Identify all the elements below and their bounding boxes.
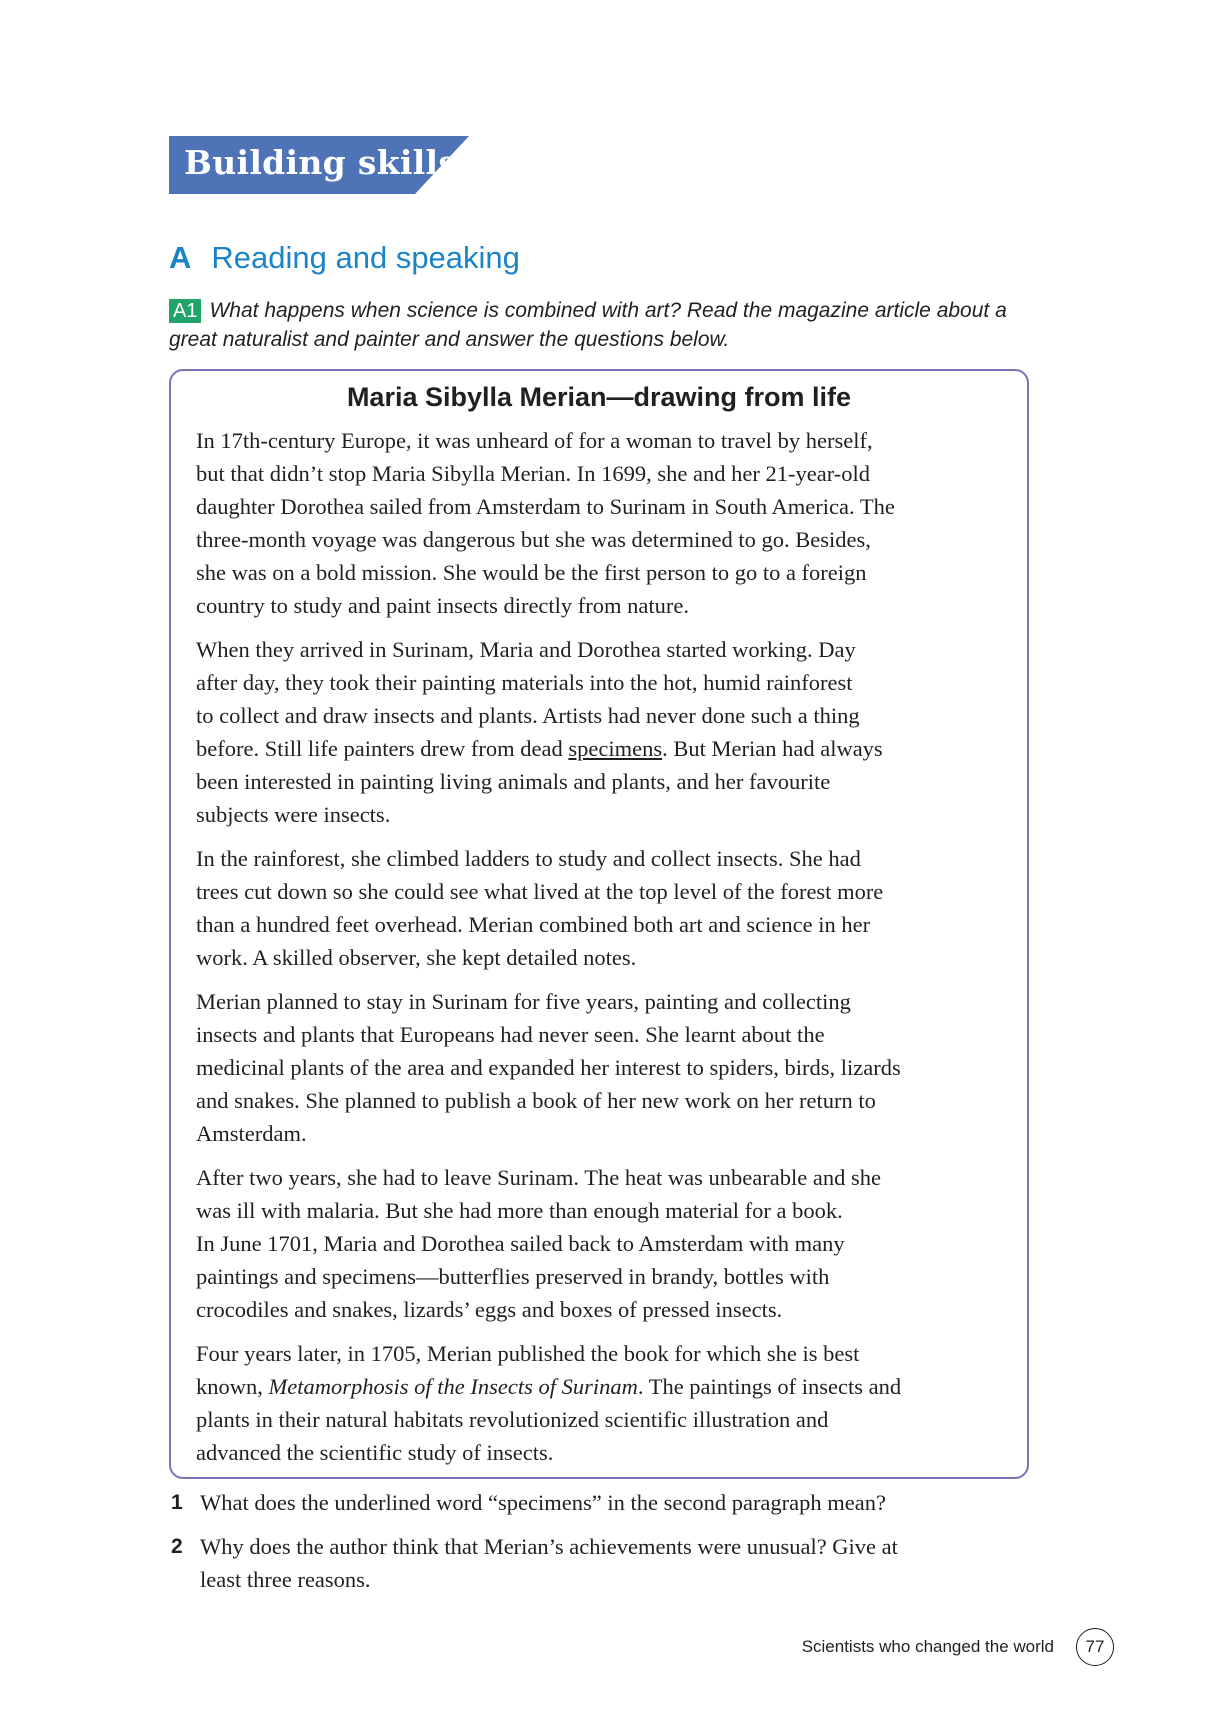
task-label: A1 — [169, 299, 201, 323]
question-item — [169, 1530, 1029, 1596]
text-line: In 17th-century Europe, it was unheard of for a woman to travel by herself, — [196, 428, 873, 453]
text-line: but that didn’t stop Maria Sibylla Merian. In 1699, she and her 21-year-old — [196, 461, 870, 486]
question-text: Why does the author think that Merian’s achievements were unusual? Give at — [200, 1534, 898, 1559]
task-instruction — [169, 296, 1019, 354]
article-paragraph-2 — [196, 633, 1024, 831]
text-line: after day, they took their painting materials into the hot, humid rainforest — [196, 670, 853, 695]
text-line-part: before. Still life painters drew from dead — [196, 736, 569, 761]
text-line: was ill with malaria. But she had more than enough material for a book. — [196, 1198, 843, 1223]
text-line: Amsterdam. — [196, 1121, 307, 1146]
text-line: In the rainforest, she climbed ladders to study and collect insects. She had — [196, 846, 861, 871]
text-line-part: . The paintings of insects and — [637, 1374, 902, 1399]
question-text: least three reasons. — [200, 1567, 371, 1592]
page-footer — [802, 1628, 1114, 1666]
text-line: work. A skilled observer, she kept detailed notes. — [196, 945, 637, 970]
text-line: paintings and specimens—butterflies preserved in brandy, bottles with — [196, 1264, 830, 1289]
text-line: Merian planned to stay in Surinam for five years, painting and collecting — [196, 989, 851, 1014]
text-line: After two years, she had to leave Surinam. The heat was unbearable and she — [196, 1165, 881, 1190]
section-heading — [169, 240, 520, 276]
text-line: advanced the scientific study of insects. — [196, 1440, 554, 1465]
article-paragraph-5 — [196, 1161, 1024, 1326]
page-number: 77 — [1076, 1628, 1114, 1666]
questions-list — [169, 1486, 1029, 1607]
text-line: three-month voyage was dangerous but she was determined to go. Besides, — [196, 527, 871, 552]
section-letter: A — [169, 240, 192, 275]
text-line: When they arrived in Surinam, Maria and Dorothea started working. Day — [196, 637, 856, 662]
section-title: Reading and speaking — [211, 240, 520, 275]
text-line: country to study and paint insects directly from nature. — [196, 593, 690, 618]
text-line: she was on a bold mission. She would be the first person to go to a foreign — [196, 560, 867, 585]
text-line: trees cut down so she could see what lived at the top level of the forest more — [196, 879, 884, 904]
text-line: and snakes. She planned to publish a book of her new work on her return to — [196, 1088, 876, 1113]
text-line: been interested in painting living animals and plants, and her favourite — [196, 769, 831, 794]
text-line-part: known, — [196, 1374, 269, 1399]
text-line: than a hundred feet overhead. Merian combined both art and science in her — [196, 912, 871, 937]
text-line: subjects were insects. — [196, 802, 391, 827]
underlined-word-specimens: specimens — [568, 736, 663, 761]
text-line: to collect and draw insects and plants. Artists had never done such a thing — [196, 703, 860, 728]
text-line: daughter Dorothea sailed from Amsterdam to Surinam in South America. The — [196, 494, 895, 519]
article-paragraph-3 — [196, 842, 1024, 974]
article-paragraph-6 — [196, 1337, 1024, 1469]
banner-title: Building skills — [184, 143, 458, 182]
task-text: What happens when science is combined with art? Read the magazine article about a great naturalist and painter and answer the questions below. — [169, 299, 1007, 351]
article-paragraph-4 — [196, 985, 1024, 1150]
text-line: In June 1701, Maria and Dorothea sailed back to Amsterdam with many — [196, 1231, 845, 1256]
text-line-part: . But Merian had always — [662, 736, 883, 761]
text-line: crocodiles and snakes, lizards’ eggs and boxes of pressed insects. — [196, 1297, 783, 1322]
chapter-title: Scientists who changed the world — [801, 1637, 1054, 1656]
book-title: Metamorphosis of the Insects of Surinam — [268, 1374, 638, 1399]
question-number: 1 — [171, 1491, 183, 1514]
text-line: plants in their natural habitats revolutionized scientific illustration and — [196, 1407, 829, 1432]
article-title: Maria Sibylla Merian—drawing from life — [346, 382, 852, 412]
question-text: What does the underlined word “specimens” in the second paragraph mean? — [200, 1490, 886, 1515]
article-body — [196, 424, 1024, 1480]
text-line: insects and plants that Europeans had never seen. She learnt about the — [196, 1022, 825, 1047]
question-number: 2 — [171, 1535, 183, 1558]
text-line: Four years later, in 1705, Merian published the book for which she is best — [196, 1341, 860, 1366]
article-paragraph-1 — [196, 424, 1024, 622]
text-line: medicinal plants of the area and expanded her interest to spiders, birds, lizards — [196, 1055, 901, 1080]
question-item — [169, 1486, 1029, 1519]
